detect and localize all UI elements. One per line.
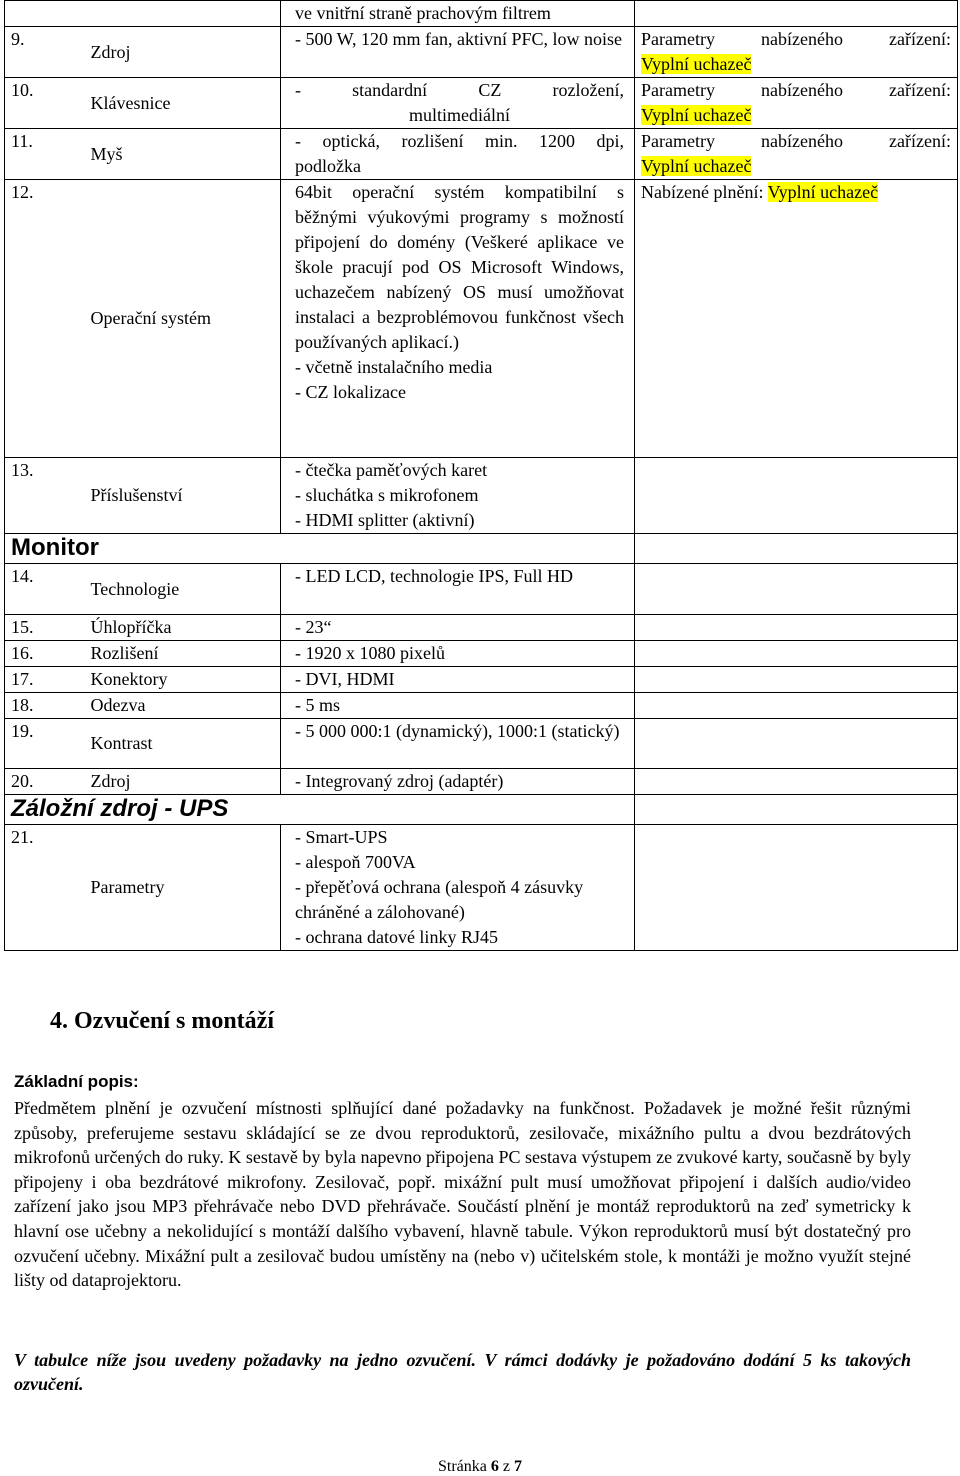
spec-fragment: ve vnitřní straně prachovým filtrem [281, 1, 635, 27]
basic-description: Předmětem plnění je ozvučení místnosti splňující dané požadavky na funkčnost. Požadavek je možné řešit různými způsoby, preferujeme sestavu skládající se ze dvou reproduktorů, zesilovače, mixážního pultu a dvou bezdrátových mikrofonů určených do ruky. K sestavě by byla napevno připojena PC sestava výstupem ze zvukové karty, současně by byly připojeny i oba bezdrátové mikrofony. Zesilovač, popř. mixážní pult musí umožňovat připojení i dalších audio/video zařízení jako jsou MP3 přehrávače nebo DVD přehrávače. Součástí plnění je montáž reproduktorů na zeď symetricky k hlavní ose učebny a nekolidující s montáží dalšího vybavení, hlavně tabule. Výkon reproduktorů musí být dostatečný pro ozvučení učebny. Mixážní pult a zesilovač budou umístěny na (nebo v) učitelském stole, k montáži je možno využít stejné lišty od dataprojektoru. [14, 1098, 911, 1291]
row-spec [281, 129, 635, 180]
spec-line: podložka [295, 156, 361, 176]
offer-value: Vyplní uchazeč [641, 105, 752, 125]
page-footer [0, 1458, 960, 1476]
offer-label: Nabízené plnění: [641, 182, 764, 202]
row-spec: - 1920 x 1080 pixelů [281, 641, 635, 667]
spec-line: - alespoň 700VA [295, 852, 416, 872]
row-name: Myš [85, 129, 281, 180]
table-row [5, 667, 958, 693]
table-cell-empty [635, 534, 958, 564]
spec-line: - CZ lokalizace [295, 382, 406, 402]
table-row [5, 825, 958, 951]
table-cell-empty [635, 693, 958, 719]
table-row [5, 641, 958, 667]
spec-line: - standardní CZ rozložení, [295, 80, 624, 100]
row-spec: - LED LCD, technologie IPS, Full HD [281, 564, 635, 615]
requirement-note: V tabulce níže jsou uvedeny požadavky na jedno ozvučení. V rámci dodávky je požadováno dodání 5 ks takových ozvučení. [14, 1350, 911, 1394]
basic-description-title: Základní popis: [14, 1072, 139, 1091]
row-number: 15. [5, 615, 85, 641]
row-spec [281, 825, 635, 951]
row-number: 17. [5, 667, 85, 693]
row-name: Konektory [85, 667, 281, 693]
row-number: 21. [5, 825, 85, 951]
row-spec [281, 458, 635, 534]
row-spec [281, 78, 635, 129]
table-row [5, 769, 958, 795]
row-spec: - 500 W, 120 mm fan, aktivní PFC, low noise [281, 27, 635, 78]
row-name: Příslušenství [85, 458, 281, 534]
table-row [5, 615, 958, 641]
table-row [5, 564, 958, 615]
row-name: Operační systém [85, 180, 281, 458]
table-row [5, 693, 958, 719]
spec-line: - čtečka paměťových karet [295, 460, 488, 480]
spec-line: - ochrana datové linky RJ45 [295, 927, 498, 947]
row-spec: - 5 000 000:1 (dynamický), 1000:1 (statický) [281, 719, 635, 769]
table-row [5, 129, 958, 180]
footer-separator: z [502, 1458, 510, 1475]
table-cell-empty [635, 564, 958, 615]
table-cell-empty [635, 719, 958, 769]
section-heading-ups: Záložní zdroj - UPS [5, 795, 635, 825]
row-name: Technologie [85, 564, 281, 615]
table-row [5, 719, 958, 769]
specification-table [4, 0, 958, 951]
row-spec: - DVI, HDMI [281, 667, 635, 693]
spec-paragraph: 64bit operační systém kompatibilní s běžnými výukovými programy s možností připojení do domény (Veškeré aplikace ve škole pracují pod OS Microsoft Windows, uchazečem nabízený OS musí umožňovat instalaci a bezproblémovou funkčnost všech používaných aplikací.) [295, 182, 624, 352]
table-row [5, 458, 958, 534]
spec-line: - HDMI splitter (aktivní) [295, 510, 475, 530]
row-number: 9. [5, 27, 85, 78]
row-number: 20. [5, 769, 85, 795]
footer-page-total: 7 [513, 1458, 522, 1475]
row-number: 14. [5, 564, 85, 615]
row-spec: - Integrovaný zdroj (adaptér) [281, 769, 635, 795]
row-number: 19. [5, 719, 85, 769]
offer-label: Parametry nabízeného zařízení: [641, 80, 951, 100]
row-name: Odezva [85, 693, 281, 719]
row-number: 16. [5, 641, 85, 667]
table-row [5, 180, 958, 458]
spec-line: - optická, rozlišení min. 1200 dpi, [295, 131, 624, 151]
row-number: 10. [5, 78, 85, 129]
table-row [5, 78, 958, 129]
offer-value: Vyplní uchazeč [641, 156, 752, 176]
row-name: Rozlišení [85, 641, 281, 667]
spec-line: multimediální [409, 105, 510, 125]
table-cell-empty [635, 667, 958, 693]
row-offer [635, 27, 958, 78]
row-offer [635, 180, 958, 458]
row-name: Kontrast [85, 719, 281, 769]
offer-value: Vyplní uchazeč [641, 54, 752, 74]
table-cell-empty [635, 641, 958, 667]
row-name: Zdroj [85, 27, 281, 78]
row-spec: - 23“ [281, 615, 635, 641]
spec-line: - přepěťová ochrana (alespoň 4 zásuvky chráněné a zálohované) [295, 877, 584, 922]
row-number: 11. [5, 129, 85, 180]
row-number: 13. [5, 458, 85, 534]
table-cell-empty [5, 1, 281, 27]
row-offer [635, 129, 958, 180]
section-title: 4. Ozvučení s montáží [50, 1008, 274, 1034]
footer-page-number: 6 [490, 1458, 499, 1475]
offer-value: Vyplní uchazeč [767, 182, 879, 202]
table-cell-empty [635, 825, 958, 951]
row-spec [281, 180, 635, 458]
row-name: Úhlopříčka [85, 615, 281, 641]
table-cell-empty [635, 769, 958, 795]
table-cell-empty [635, 615, 958, 641]
row-number: 12. [5, 180, 85, 458]
table-cell-empty [635, 795, 958, 825]
row-name: Parametry [85, 825, 281, 951]
offer-label: Parametry nabízeného zařízení: [641, 29, 951, 49]
spec-line: - sluchátka s mikrofonem [295, 485, 479, 505]
row-number: 18. [5, 693, 85, 719]
row-name: Zdroj [85, 769, 281, 795]
table-cell-empty [635, 1, 958, 27]
table-row [5, 27, 958, 78]
row-offer [635, 78, 958, 129]
spec-line: - Smart-UPS [295, 827, 388, 847]
offer-label: Parametry nabízeného zařízení: [641, 131, 951, 151]
table-cell-empty [635, 458, 958, 534]
spec-line: - včetně instalačního media [295, 357, 493, 377]
row-name: Klávesnice [85, 78, 281, 129]
footer-prefix: Stránka [438, 1458, 487, 1475]
row-spec: - 5 ms [281, 693, 635, 719]
section-heading-monitor: Monitor [5, 534, 635, 564]
